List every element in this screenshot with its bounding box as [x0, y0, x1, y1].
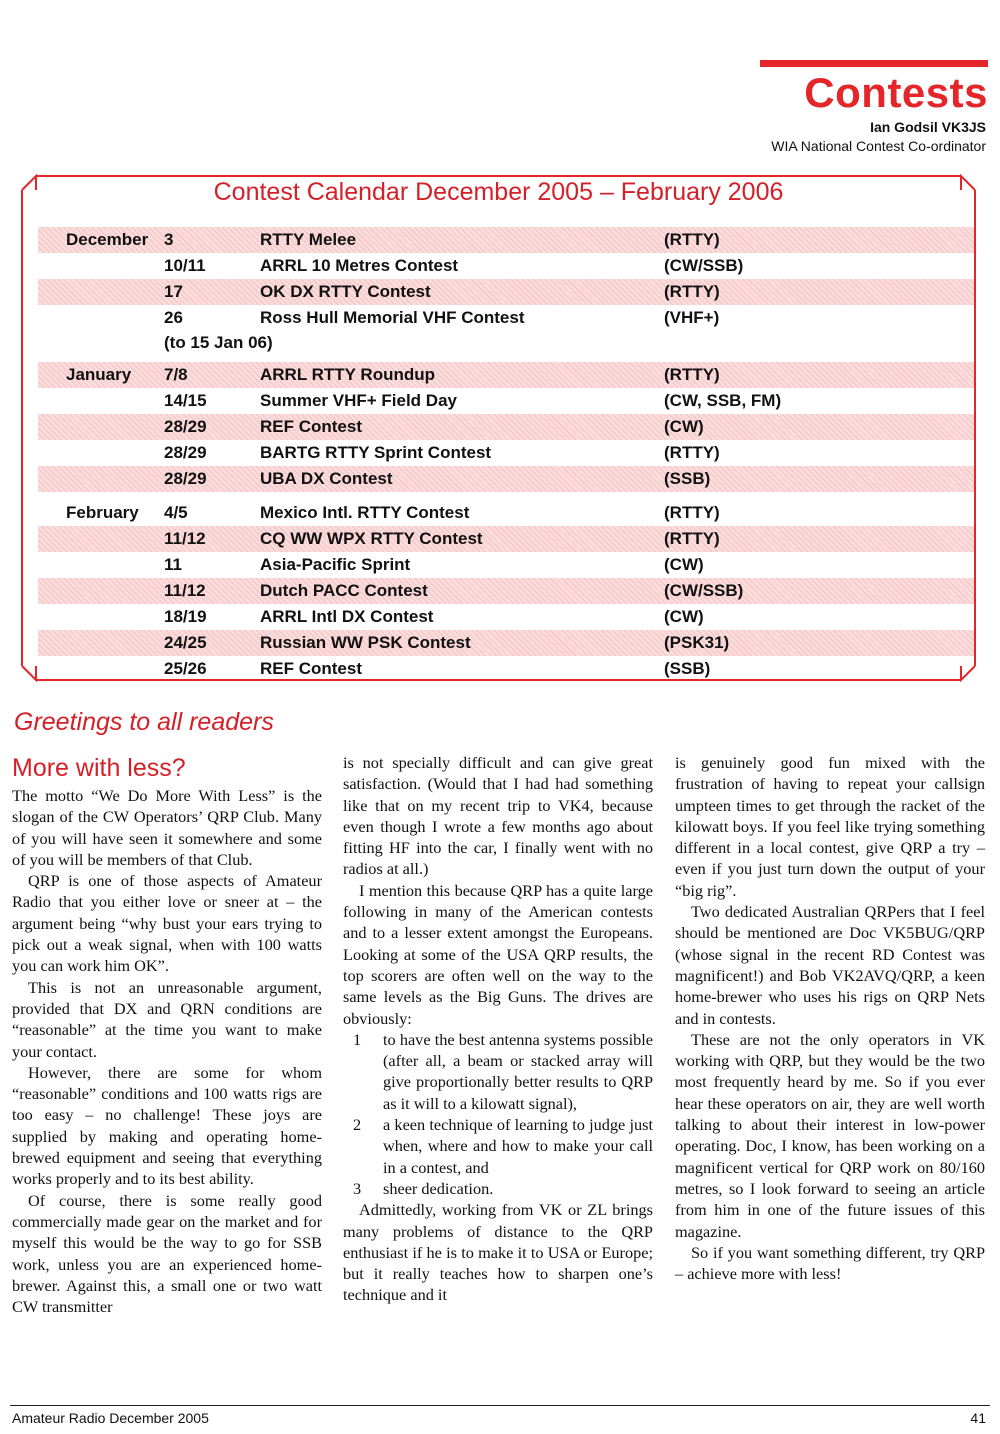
calendar-contest-name: ARRL 10 Metres Contest	[260, 256, 459, 275]
paragraph: So if you want something different, try QRP – achieve more with less!	[675, 1242, 985, 1284]
article-column-3	[675, 752, 985, 1284]
calendar-mode: (PSK31)	[664, 633, 730, 652]
calendar-contest-name: REF Contest	[260, 417, 362, 436]
calendar-date: 28/29	[164, 443, 207, 462]
calendar-mode: (CW/SSB)	[664, 581, 744, 600]
calendar-row	[38, 604, 974, 630]
calendar-contest-name: Summer VHF+ Field Day	[260, 391, 457, 410]
calendar-title: Contest Calendar December 2005 – February 2006	[213, 178, 784, 206]
author-role: WIA National Contest Co-ordinator	[771, 138, 986, 154]
calendar-contest-name: BARTG RTTY Sprint Contest	[260, 443, 492, 462]
calendar-row	[38, 500, 974, 526]
paragraph: The motto “We Do More With Less” is the slogan of the CW Operators’ QRP Club. Many of you will have seen it somewhere and some of you will be members of that Club.	[12, 786, 322, 869]
paragraph: These are not the only operators in VK working with QRP, but they would be the two most frequently heard by me. So if you ever hear these operators on air, they are well worth talking to about their interest in low-power operating. Doc, I know, has been working on a magnificent vertical for QRP work on 80/160 metres, so I look forward to seeing an article from him in one of the future issues of this magazine.	[675, 1029, 985, 1241]
list-text: to have the best antenna systems possible (after all, a beam or stacked array will give proportionally better results to QRP as it will to a kilowatt signal),	[383, 1029, 653, 1113]
calendar-mode: (CW/SSB)	[664, 256, 744, 275]
calendar-mode: (CW)	[664, 417, 704, 436]
calendar-month: February	[66, 503, 139, 522]
calendar-row	[38, 362, 974, 388]
calendar-date: (to 15 Jan 06)	[164, 333, 273, 352]
calendar-row	[38, 330, 974, 356]
calendar-contest-name: REF Contest	[260, 659, 362, 678]
paragraph: This is not an unreasonable argument, provided that DX and QRN conditions are “reasonable” at the time you want to make your contact.	[12, 977, 322, 1061]
calendar-row	[38, 388, 974, 414]
calendar-contest-name: OK DX RTTY Contest	[260, 282, 431, 301]
header-bar	[760, 60, 988, 67]
paragraph: I mention this because QRP has a quite large following in many of the American contests and to a lesser extent amongst the Europeans. Looking at some of the USA QRP results, the top scorers are often well on the way to the same levels as the Big Guns. The drives are obviously:	[343, 880, 653, 1028]
calendar-contest-name: Russian WW PSK Contest	[260, 633, 471, 652]
calendar-mode: (RTTY)	[664, 365, 720, 384]
list-number: 2	[353, 1115, 362, 1135]
calendar-row	[38, 227, 974, 253]
calendar-contest-name: Asia-Pacific Sprint	[260, 555, 411, 574]
calendar-row	[38, 466, 974, 492]
calendar-contest-name: RTTY Melee	[260, 230, 357, 249]
calendar-date: 28/29	[164, 417, 207, 436]
calendar-row	[38, 253, 974, 279]
calendar-date: 4/5	[164, 503, 188, 522]
calendar-date: 25/26	[164, 659, 207, 678]
calendar-mode: (SSB)	[664, 469, 711, 488]
list-item	[343, 1114, 653, 1178]
list-item	[343, 1029, 653, 1114]
paragraph: Of course, there is some really good commercially made gear on the market and for myself this would be the way to go for SSB work, unless you are an experienced home-brewer. Against this, a small one or two watt CW transmitter	[12, 1190, 322, 1317]
calendar-contest-name: UBA DX Contest	[260, 469, 393, 488]
calendar-row	[38, 656, 974, 682]
article-column-2	[343, 752, 653, 1306]
calendar-mode: (VHF+)	[664, 308, 720, 327]
calendar-row	[38, 414, 974, 440]
list-item	[343, 1178, 653, 1199]
calendar-date: 7/8	[164, 365, 188, 384]
list-text: a keen technique of learning to judge just when, where and how to make your call in a contest, and	[383, 1115, 653, 1177]
page-number: 41	[970, 1410, 986, 1426]
calendar-month: January	[66, 365, 132, 384]
calendar-contest-name: Ross Hull Memorial VHF Contest	[260, 308, 525, 327]
calendar-row	[38, 526, 974, 552]
calendar-date: 26	[164, 308, 183, 327]
paragraph: Two dedicated Australian QRPers that I feel should be mentioned are Doc VK5BUG/QRP (whose signal in the recent RD Contest was magnificent!) and Bob VK2AVQ/QRP, a keen home-brewer who uses his rigs on QRP Nets and in contests.	[675, 902, 985, 1028]
calendar-date: 14/15	[164, 391, 207, 410]
list-text: sheer dedication.	[383, 1178, 494, 1198]
calendar-mode: (RTTY)	[664, 230, 720, 249]
calendar-mode: (CW, SSB, FM)	[664, 391, 782, 410]
greeting-heading: Greetings to all readers	[14, 708, 274, 736]
footer-publication: Amateur Radio December 2005	[12, 1410, 209, 1426]
paragraph: Admittedly, working from VK or ZL brings many problems of distance to the QRP enthusiast if he is to make it to USA or Europe; but it really teaches how to sharpen one’s technique and it	[343, 1200, 653, 1305]
calendar-row	[38, 305, 974, 331]
section-header	[760, 60, 988, 119]
article-heading: More with less?	[12, 754, 186, 782]
contest-calendar	[12, 168, 985, 688]
calendar-date: 18/19	[164, 607, 207, 626]
calendar-date: 17	[164, 282, 183, 301]
calendar-mode: (RTTY)	[664, 529, 720, 548]
calendar-mode: (RTTY)	[664, 503, 720, 522]
calendar-mode: (CW)	[664, 607, 704, 626]
calendar-date: 11/12	[164, 529, 206, 548]
author-name: Ian Godsil VK3JS	[870, 119, 986, 135]
calendar-date: 11/12	[164, 581, 206, 600]
calendar-row	[38, 279, 974, 305]
footer-rule	[10, 1405, 990, 1406]
paragraph: is genuinely good fun mixed with the frustration of having to repeat your callsign umpteen times to get through the racket of the kilowatt boys. If you feel like trying something different in a local contest, give QRP a try – even if you just turn down the output of your “big rig”.	[675, 753, 985, 900]
calendar-row	[38, 552, 974, 578]
calendar-contest-name: Mexico Intl. RTTY Contest	[260, 503, 470, 522]
calendar-date: 10/11	[164, 256, 206, 275]
calendar-month: December	[66, 230, 149, 249]
calendar-date: 3	[164, 230, 174, 249]
list-number: 3	[353, 1178, 362, 1198]
calendar-date: 11	[164, 555, 182, 574]
calendar-mode: (RTTY)	[664, 282, 720, 301]
article-column-1	[12, 752, 322, 1317]
calendar-date: 24/25	[164, 633, 207, 652]
paragraph: QRP is one of those aspects of Amateur Radio that you either love or sneer at – the argument being “why bust your ears trying to pick out a weak signal, when with 100 watts you can work him OK”.	[12, 871, 322, 976]
drives-list	[343, 1029, 653, 1199]
list-number: 1	[353, 1029, 362, 1049]
calendar-contest-name: CQ WW WPX RTTY Contest	[260, 529, 483, 548]
calendar-row	[38, 578, 974, 604]
author-block	[771, 118, 986, 156]
calendar-mode: (CW)	[664, 555, 704, 574]
paragraph: is not specially difficult and can give great satisfaction. (Would that I had had something like that on my recent trip to VK4, because even though I wrote a few months ago about fitting HF into the car, I finally went with no radios at all.)	[343, 753, 653, 879]
calendar-row	[38, 440, 974, 466]
calendar-contest-name: ARRL Intl DX Contest	[260, 607, 434, 626]
section-title: Contests	[804, 69, 988, 116]
calendar-contest-name: ARRL RTTY Roundup	[260, 365, 436, 384]
calendar-mode: (RTTY)	[664, 443, 720, 462]
calendar-row	[38, 630, 974, 656]
calendar-date: 28/29	[164, 469, 207, 488]
calendar-mode: (SSB)	[664, 659, 711, 678]
calendar-contest-name: Dutch PACC Contest	[260, 581, 428, 600]
paragraph: However, there are some for whom “reasonable” conditions and 100 watts rigs are too easy – no challenge! These joys are supplied by making and operating home-brewed equipment and seeing that everything works properly and to its best ability.	[12, 1062, 322, 1189]
